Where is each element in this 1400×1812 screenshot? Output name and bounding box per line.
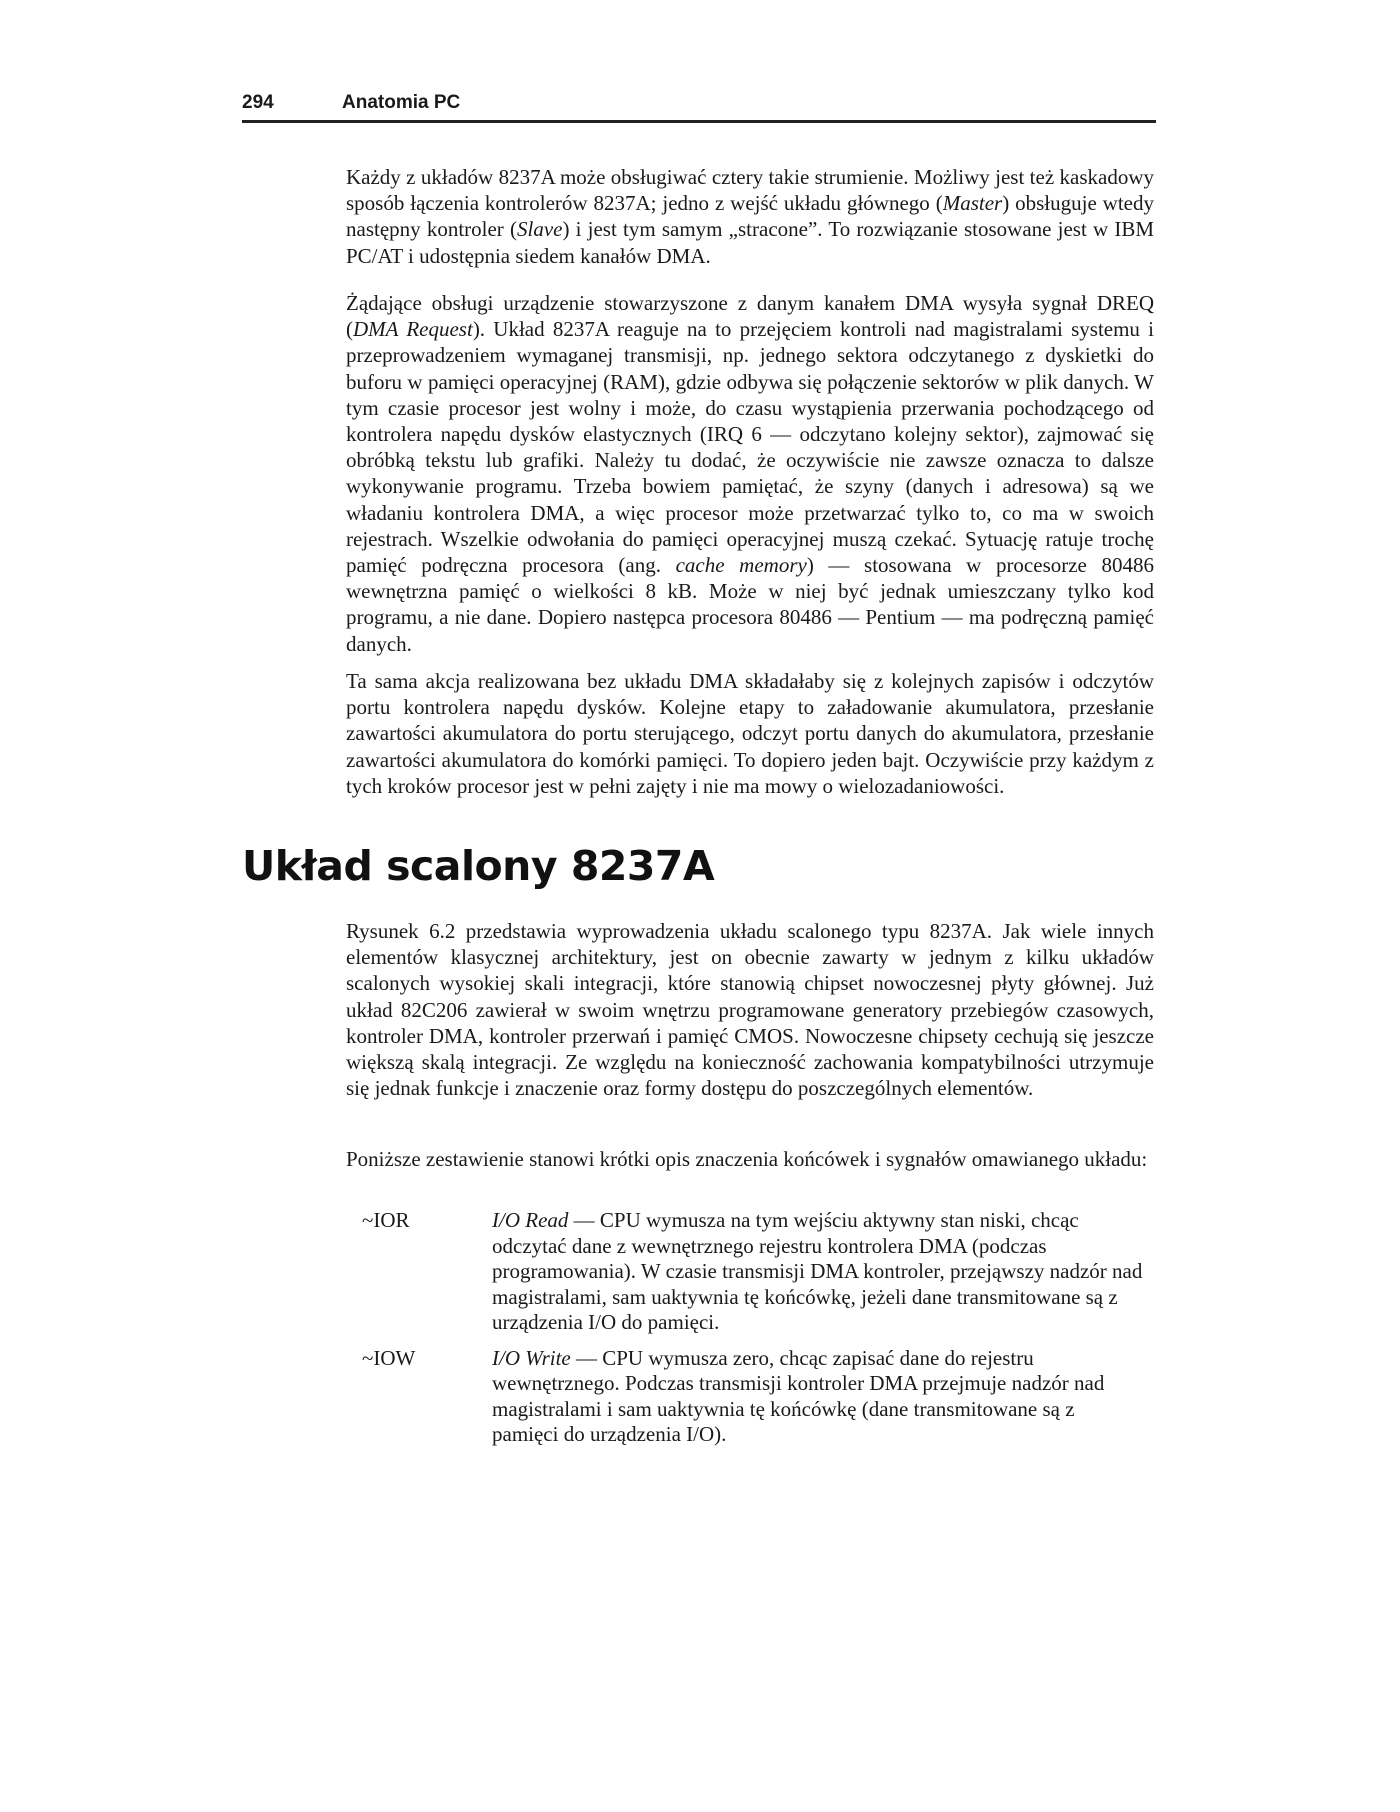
page-number: 294 bbox=[242, 92, 274, 113]
text-run: ) — stosowana w procesorze 80486 wewnętrzna pamięć o wielkości 8 kB. Może w niej być jednak umieszczany tylko kod programu, a nie dane. Dopiero następca procesora 80486 — Pentium — ma podręczną pamięć danych. bbox=[346, 553, 1155, 656]
section-paragraph-1 bbox=[346, 918, 1154, 1101]
text-run: Żądające obsługi urządzenie stowarzyszone z danym kanałem DMA wysyła sygnał DREQ ( bbox=[346, 291, 1154, 342]
paragraph-top-3 bbox=[346, 668, 1154, 799]
paragraph-text: Ta sama akcja realizowana bez układu DMA składałaby się z kolejnych zapisów i odczytów portu kontrolera napędu dysków. Kolejne etapy to załadowanie akumulatora, przesłanie zawartości akumulatora do portu sterującego, odczyt portu danych do akumulatora, przesłanie zawartości akumulatora do komórki pamięci. To dopiero jeden bajt. Oczywiście przy każdym z tych kroków procesor jest w pełni zajęty i nie ma mowy o wielozadaniowości. bbox=[346, 669, 1154, 798]
italic-term: cache memory bbox=[675, 553, 807, 578]
signal-term: I/O Read bbox=[492, 1208, 569, 1232]
signal-description bbox=[492, 1346, 1144, 1448]
paragraph-top-2 bbox=[346, 290, 1154, 657]
text-run: ) i jest tym samym „stracone”. To rozwiązanie stosowane jest w IBM PC/AT i udostępnia siedem kanałów DMA. bbox=[346, 217, 1155, 268]
signal-name: ~IOW bbox=[362, 1345, 416, 1370]
signal-entry-iow bbox=[346, 1346, 1154, 1448]
italic-term: DMA Request bbox=[353, 317, 473, 342]
page-header bbox=[242, 88, 1156, 123]
running-title: Anatomia PC bbox=[342, 92, 461, 113]
section-paragraph-2 bbox=[346, 1146, 1154, 1172]
signal-entry-ior bbox=[346, 1208, 1154, 1336]
italic-term: Slave bbox=[516, 217, 563, 242]
text-run: ) obsługuje wtedy następny kontroler ( bbox=[346, 191, 1154, 242]
signal-name: ~IOR bbox=[362, 1208, 410, 1232]
signal-desc-text: — CPU wymusza zero, chcąc zapisać dane do rejestru wewnętrznego. Podczas transmisji kontroler DMA przejmuje nadzór nad magistralami i sam uaktywnia tę końcówkę (dane transmitowane są z pamięci do urządzenia I/O). bbox=[492, 1345, 1105, 1446]
signal-description bbox=[492, 1208, 1144, 1336]
text-run: Każdy z układów 8237A może obsługiwać cztery takie strumienie. Możliwy jest też kaskadowy sposób łączenia kontrolerów 8237A; jedno z wejść układu głównego ( bbox=[346, 165, 1154, 216]
signal-desc-text: — CPU wymusza na tym wejściu aktywny stan niski, chcąc odczytać dane z wewnętrznego rejestru kontrolera DMA (podczas programowania). W czasie transmisji DMA kontroler, przejąwszy nadzór nad magistralami, sam uaktywnia tę końcówkę, jeżeli dane transmitowane są z urządzenia I/O do pamięci. bbox=[492, 1208, 1143, 1334]
italic-term: Master bbox=[942, 191, 1003, 216]
text-run: ). Układ 8237A reaguje na to przejęciem kontroli nad magistralami systemu i przeprowadzeniem wymaganej transmisji, np. jednego sektora odczytanego z dyskietki do buforu w pamięci operacyjnej (RAM), gdzie odbywa się połączenie sektorów w plik danych. W tym czasie procesor jest wolny i może, do czasu wystąpienia przerwania pochodzącego od kontrolera napędu dysków elastycznych (IRQ 6 — odczytano kolejny sektor), zajmować się obróbką tekstu lub grafiki. Należy tu dodać, że oczywiście nie zawsze oznacza to dalsze wykonywanie programu. Trzeba bowiem pamiętać, że szyny (danych i adresowa) są we władaniu kontrolera DMA, a więc procesor może przetwarzać tylko to, co ma w swoich rejestrach. Wszelkie odwołania do pamięci operacyjnej muszą czekać. Sytuację ratuje trochę pamięć podręczna procesora (ang. bbox=[346, 317, 1154, 578]
section-heading: Układ scalony 8237A bbox=[242, 842, 715, 890]
paragraph-top-1 bbox=[346, 164, 1154, 269]
signal-list bbox=[346, 1208, 1154, 1458]
paragraph-text: Poniższe zestawienie stanowi krótki opis znaczenia końcówek i sygnałów omawianego układu: bbox=[346, 1147, 1148, 1171]
signal-term: I/O Write bbox=[492, 1345, 571, 1370]
paragraph-text: Rysunek 6.2 przedstawia wyprowadzenia układu scalonego typu 8237A. Jak wiele innych elementów klasycznej architektury, jest on obecnie zawarty w jednym z kilku układów scalonych wysokiej skali integracji, które stanowią chipset nowoczesnej płyty głównej. Już układ 82C206 zawierał w swoim wnętrzu programowane generatory przebiegów czasowych, kontroler DMA, kontroler przerwań i pamięć CMOS. Nowoczesne chipsety cechują się jeszcze większą skalą integracji. Ze względu na konieczność zachowania kompatybilności utrzymuje się jednak funkcje i znaczenie oraz formy dostępu do poszczególnych elementów. bbox=[346, 919, 1154, 1101]
